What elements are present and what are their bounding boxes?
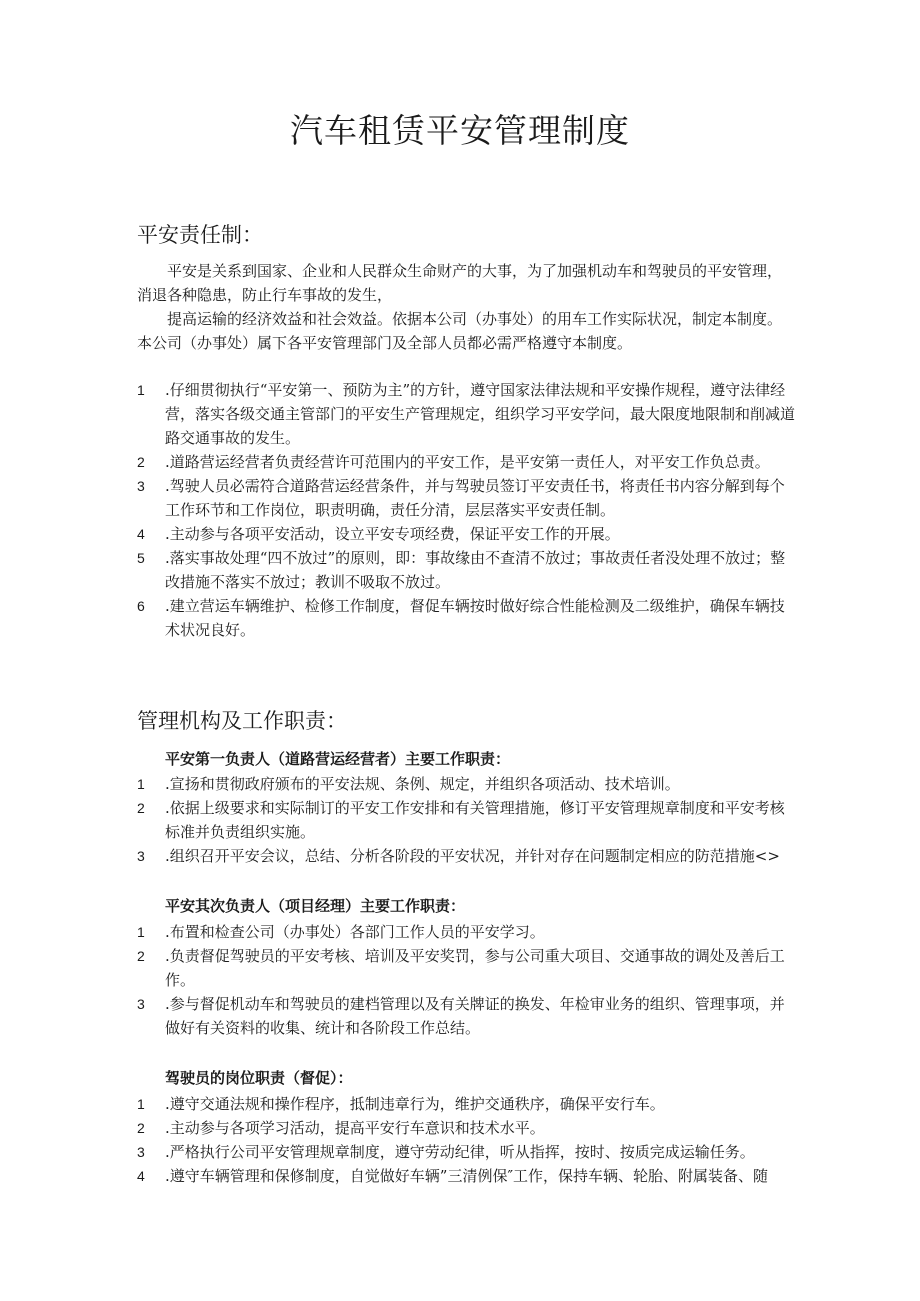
- driver-duties-list: [137, 1092, 797, 1188]
- item-text: .遵守车辆管理和保修制度，自觉做好车辆”三清例保″工作，保持车辆、轮胎、附属装备、随: [165, 1167, 769, 1185]
- item-number: 6: [137, 598, 145, 614]
- list-item: [137, 1092, 797, 1116]
- list-item: [137, 474, 797, 522]
- list-item: [137, 944, 797, 992]
- item-text: .依据上级要求和实际制订的平安工作安排和有关管理措施，修订平安管理规章制度和平安考核标准并负责组织实施。: [165, 799, 785, 841]
- item-text: .组织召开平安会议，总结、分析各阶段的平安状况，并针对存在问题制定相应的防范措施<>: [165, 847, 780, 865]
- item-number: 1: [137, 1096, 145, 1112]
- item-text: .遵守交通法规和操作程序，抵制违章行为，维护交通秩序，确保平安行车。: [165, 1095, 665, 1113]
- item-number: 4: [137, 1168, 145, 1184]
- item-text: .道路营运经营者负责经营许可范围内的平安工作，是平安第一责任人，对平安工作负总责。: [165, 453, 770, 471]
- list-item: [137, 1116, 797, 1140]
- page-title: 汽车租赁平安管理制度: [290, 111, 630, 150]
- item-number: 1: [137, 924, 145, 940]
- item-number: 5: [137, 550, 145, 566]
- subheading-driver-duties: 驾驶员的岗位职责（督促）：: [165, 1069, 353, 1087]
- safety-responsibility-list: [137, 378, 797, 642]
- list-item: [137, 450, 797, 474]
- second-responsible-duties-list: [137, 920, 797, 1040]
- item-text: .参与督促机动车和驾驶员的建档管理以及有关牌证的换发、年检审业务的组织、管理事项，并做好有关资料的收集、统计和各阶段工作总结。: [165, 995, 785, 1037]
- first-responsible-duties-list: [137, 772, 797, 868]
- list-item: [137, 796, 797, 844]
- list-item: [137, 920, 797, 944]
- item-number: 1: [137, 382, 145, 398]
- item-number: 2: [137, 948, 145, 964]
- list-item: [137, 378, 797, 450]
- list-item: [137, 1140, 797, 1164]
- item-number: 3: [137, 996, 145, 1012]
- list-item: [137, 844, 797, 868]
- section-heading-management: 管理机构及工作职责：: [137, 709, 347, 733]
- item-text: .主动参与各项平安活动，设立平安专项经费，保证平安工作的开展。: [165, 525, 620, 543]
- item-text: .主动参与各项学习活动，提高平安行车意识和技术水平。: [165, 1119, 545, 1137]
- item-text: .仔细贯彻执行“平安第一、预防为主”的方针，遵守国家法律法规和平安操作规程，遵守法律经营，落实各级交通主管部门的平安生产管理规定，组织学习平安学问，最大限度地限制和削减道路交通事故的发生。: [165, 381, 796, 447]
- item-text: .落实事故处理“四不放过”的原则，即：事故缘由不查清不放过；事故责任者没处理不放过；整改措施不落实不放过；教训不吸取不放过。: [165, 549, 786, 591]
- item-number: 3: [137, 1144, 145, 1160]
- item-number: 2: [137, 454, 145, 470]
- intro-paragraph-1: 平安是关系到国家、企业和人民群众生命财产的大事，为了加强机动车和驾驶员的平安管理，消退各种隐患，防止行车事故的发生，: [137, 262, 783, 304]
- intro-paragraph-2: 提高运输的经济效益和社会效益。依据本公司（办事处）的用车工作实际状况，制定本制度。本公司（办事处）属下各平安管理部门及全部人员都必需严格遵守本制度。: [137, 310, 783, 352]
- list-item: [137, 546, 797, 594]
- subheading-second-responsible: 平安其次负责人（项目经理）主要工作职责：: [165, 897, 466, 915]
- list-item: [137, 594, 797, 642]
- item-number: 3: [137, 848, 145, 864]
- item-text: .负责督促驾驶员的平安考核、培训及平安奖罚，参与公司重大项目、交通事故的调处及善后工作。: [165, 947, 785, 989]
- item-number: 3: [137, 478, 145, 494]
- item-number: 2: [137, 800, 145, 816]
- item-text: .宣扬和贯彻政府颁布的平安法规、条例、规定，并组织各项活动、技术培训。: [165, 775, 680, 793]
- item-text: .驾驶人员必需符合道路营运经营条件，并与驾驶员签订平安责任书，将责任书内容分解到每个工作环节和工作岗位，职责明确，责任分清，层层落实平安责任制。: [165, 477, 785, 519]
- item-number: 1: [137, 776, 145, 792]
- item-text: .严格执行公司平安管理规章制度，遵守劳动纪律，听从指挥，按时、按质完成运输任务。: [165, 1143, 755, 1161]
- list-item: [137, 772, 797, 796]
- item-text: .布置和检查公司（办事处）各部门工作人员的平安学习。: [165, 923, 545, 941]
- list-item: [137, 1164, 797, 1188]
- list-item: [137, 522, 797, 546]
- subheading-first-responsible: 平安第一负责人（道路营运经营者）主要工作职责：: [165, 750, 511, 768]
- list-item: [137, 992, 797, 1040]
- item-number: 2: [137, 1120, 145, 1136]
- item-number: 4: [137, 526, 145, 542]
- item-text: .建立营运车辆维护、检修工作制度，督促车辆按时做好综合性能检测及二级维护，确保车辆技术状况良好。: [165, 597, 785, 639]
- section-heading-safety-responsibility: 平安责任制：: [137, 223, 263, 247]
